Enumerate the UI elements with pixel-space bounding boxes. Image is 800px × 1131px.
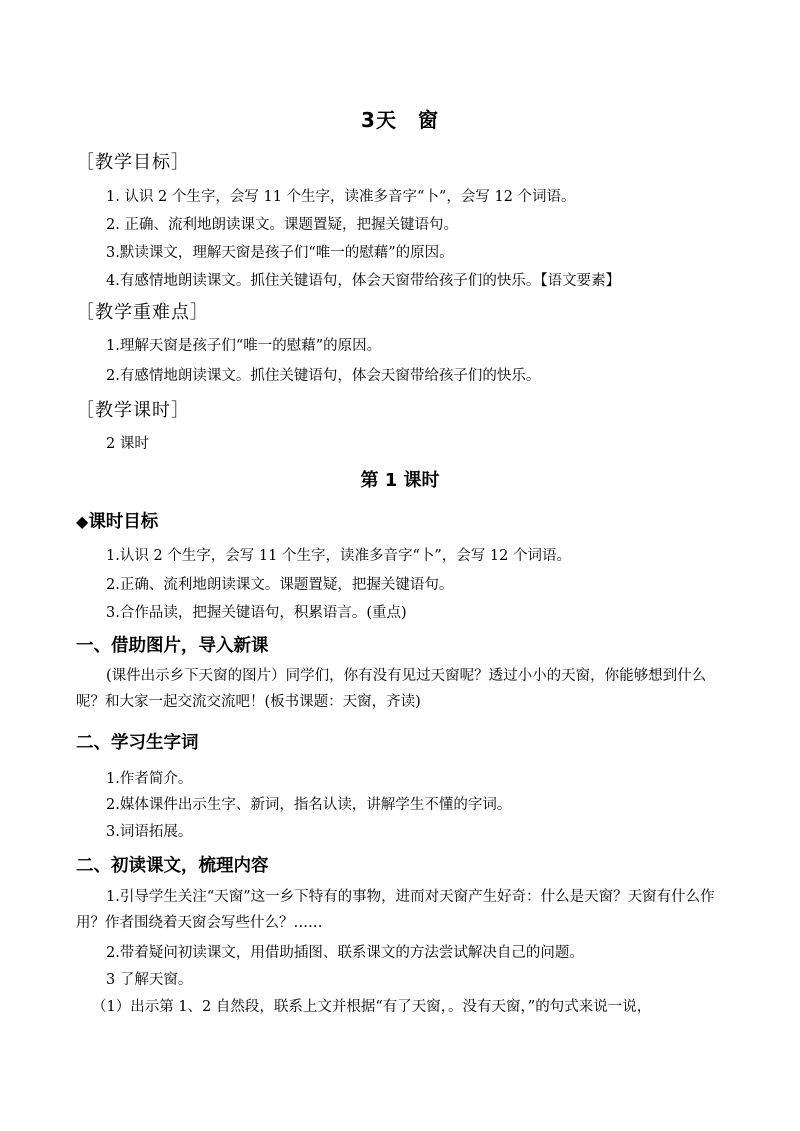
key-points-heading: ［教学重难点］ <box>76 302 209 323</box>
section-item: 2.带着疑问初读课文，用借助插图、联系课文的方法尝试解决自己的问题。 <box>106 945 584 961</box>
section-item: 1.作者简介。 <box>106 771 193 787</box>
objective-item: 1. 认识 2 个生字，会写 11 个生字，读准多音字“卜”，会写 12 个词语。 <box>106 189 576 205</box>
lesson-title: 第 1 课时 <box>360 470 440 491</box>
class-hours-value: 2 课时 <box>106 436 149 452</box>
objectives-heading: ［教学目标］ <box>76 152 190 173</box>
page-title: 3天 窗 <box>361 108 439 132</box>
lesson-goals-heading <box>76 508 158 533</box>
section-paragraph: 1.引导学生关注“天窗”这一乡下特有的事物，进而对天窗产生好奇：什么是天窗？天窗有什么作用？作者围绕着天窗会写些什么？…… <box>76 889 715 931</box>
key-point-item: 2.有感情地朗读课文。抓住关键语句，体会天窗带给孩子们的快乐。 <box>106 368 541 384</box>
class-hours-heading: ［教学课时］ <box>76 400 190 421</box>
section-heading: 二、初读课文，梳理内容 <box>76 856 269 876</box>
section-item: 3.词语拓展。 <box>106 824 193 840</box>
objective-item: 2. 正确、流利地朗读课文。课题置疑，把握关键语句。 <box>106 217 458 233</box>
lesson-goal-item: 1.认识 2 个生字，会写 11 个生字，读准多音字“卜”，会写 12 个词语。 <box>106 548 571 564</box>
section-item: （1）出示第 1、2 自然段，联系上文并根据“有了天窗，。没有天窗，”的句式来说一说， <box>92 999 652 1015</box>
key-point-item: 1.理解天窗是孩子们“唯一的慰藉”的原因。 <box>106 338 382 354</box>
diamond-bullet-icon: ◆ <box>76 512 89 531</box>
section-heading: 一、借助图片，导入新课 <box>76 636 269 656</box>
section-heading: 二、学习生字词 <box>76 733 199 753</box>
objective-item: 3.默读课文，理解天窗是孩子们“唯一的慰藉”的原因。 <box>106 245 454 261</box>
lesson-goal-item: 2.正确、流利地朗读课文。课题置疑，把握关键语句。 <box>106 577 454 593</box>
lesson-goal-item: 3.合作品读，把握关键语句，积累语言。(重点) <box>106 605 407 621</box>
section-item: 2.媒体课件出示生字、新词，指名认读，讲解学生不懂的字词。 <box>106 797 512 813</box>
lesson-goals-label: 课时目标 <box>88 512 159 532</box>
objective-item: 4.有感情地朗读课文。抓住关键语句，体会天窗带给孩子们的快乐。【语文要素】 <box>106 273 621 289</box>
section-item: 3 了解天窗。 <box>106 972 193 988</box>
section-paragraph: (课件出示乡下天窗的图片）同学们，你有没有见过天窗呢？透过小小的天窗，你能够想到什么呢？和大家一起交流交流吧！(板书课题：天窗，齐读) <box>76 668 707 710</box>
